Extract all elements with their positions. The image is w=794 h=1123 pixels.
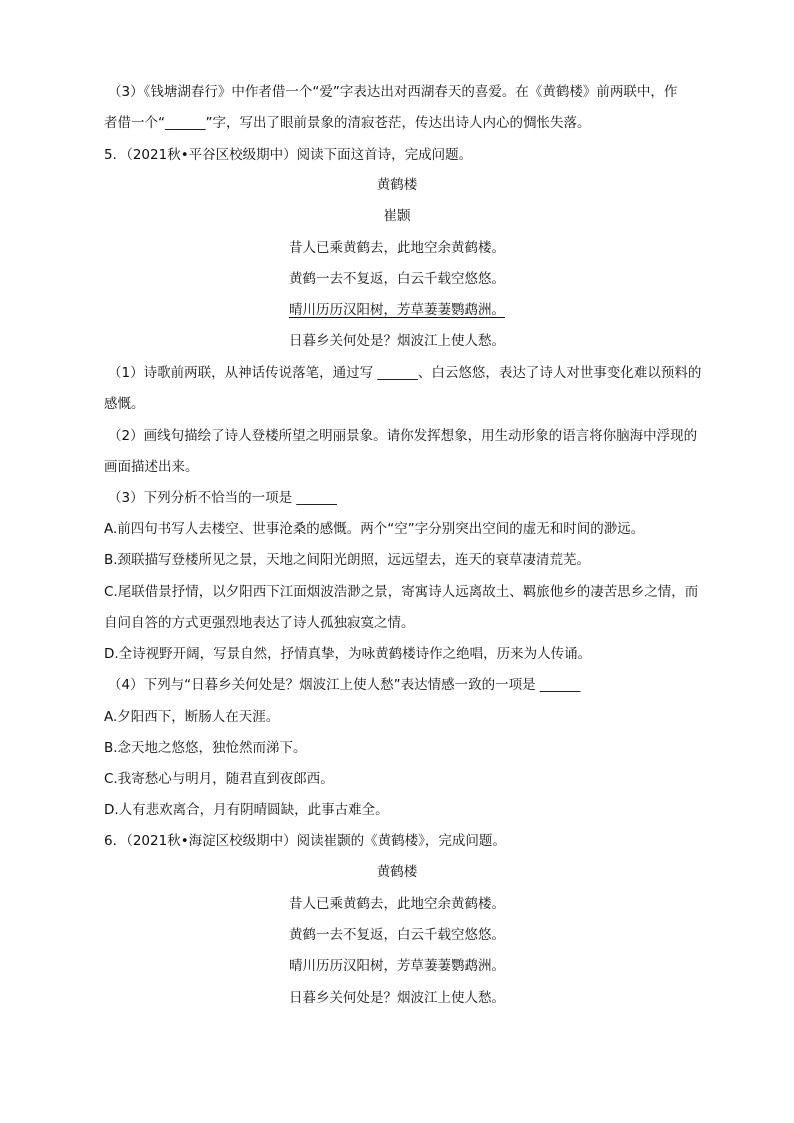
q6-poem-line-4: 日暮乡关何处是？烟波江上使人愁。 [289,990,505,1006]
q4-part3-line1: （3）《钱塘湖春行》中作者借一个“爱”字表达出对西湖春天的喜爱。在《黄鹤楼》前两联中，作 [108,84,678,100]
q6-poem-line-1: 昔人已乘黄鹤去，此地空余黄鹤楼。 [289,896,505,912]
q5-poem-title: 黄鹤楼 [376,177,418,193]
q6-header: 6．（2021秋•海淀区校级期中）阅读崔颢的《黄鹤楼》，完成问题。 [104,833,506,849]
q5-part4-option-c: C.我寄愁心与明月，随君直到夜郎西。 [104,771,334,787]
q5-part3-option-a: A.前四句书写人去楼空、世事沧桑的感慨。两个“空”字分别突出空间的虚无和时间的渺远。 [104,521,645,537]
q5-poem-line-2: 黄鹤一去不复返，白云千载空悠悠。 [289,271,505,287]
q5-part1-line1: （1）诗歌前两联，从神话传说落笔，通过写 ______、白云悠悠，表达了诗人对世事变化难以预料的 [108,365,702,381]
q5-part3-option-d: D.全诗视野开阔，写景自然，抒情真挚，为咏黄鹤楼诗作之绝唱，历来为人传诵。 [104,646,592,662]
q4-part3-line2: 者借一个“______”字，写出了眼前景象的清寂苍茫，传达出诗人内心的惆怅失落。 [104,115,591,131]
q5-part4-stem: （4）下列与“日暮乡关何处是？烟波江上使人愁”表达情感一致的一项是 ______ [108,677,581,693]
q5-part2-line2: 画面描述出来。 [104,459,199,475]
q5-part3-stem: （3）下列分析不恰当的一项是 ______ [108,490,337,506]
q5-poem-line-3-wrap [0,300,794,320]
q6-poem-title: 黄鹤楼 [376,864,418,880]
q6-poem-line-2: 黄鹤一去不复返，白云千载空悠悠。 [289,927,505,943]
q5-poem-line-3-underlined: 晴川历历汉阳树，芳草萋萋鹦鹉洲。 [289,302,505,318]
q5-part3-option-c-line2: 自问自答的方式更强烈地表达了诗人孤独寂寞之情。 [104,615,415,631]
q5-poem-line-4: 日暮乡关何处是？烟波江上使人愁。 [289,333,505,349]
q5-part2-line1: （2）画线句描绘了诗人登楼所望之明丽景象。请你发挥想象，用生动形象的语言将你脑海中浮现的 [108,428,698,444]
q5-poem-author: 崔颢 [383,208,411,224]
q5-header: 5．（2021秋•平谷区校级期中）阅读下面这首诗，完成问题。 [104,147,473,163]
q5-part4-option-d: D.人有悲欢离合，月有阴晴圆缺，此事古难全。 [104,802,389,818]
q6-poem-line-3: 晴川历历汉阳树，芳草萋萋鹦鹉洲。 [289,958,505,974]
q5-poem-line-1: 昔人已乘黄鹤去，此地空余黄鹤楼。 [289,240,505,256]
q5-part1-line2: 感慨。 [104,396,145,412]
q5-part4-option-b: B.念天地之悠悠，独怆然而涕下。 [104,740,307,756]
q5-part3-option-c-line1: C.尾联借景抒情，以夕阳西下江面烟波浩渺之景，寄寓诗人远离故土、羁旅他乡的凄苦思乡之情，而 [104,584,699,600]
q5-part4-option-a: A.夕阳西下，断肠人在天涯。 [104,709,280,725]
q5-part3-option-b: B.颈联描写登楼所见之景，天地之间阳光朗照，远远望去，连天的衰草凄清荒芜。 [104,552,591,568]
